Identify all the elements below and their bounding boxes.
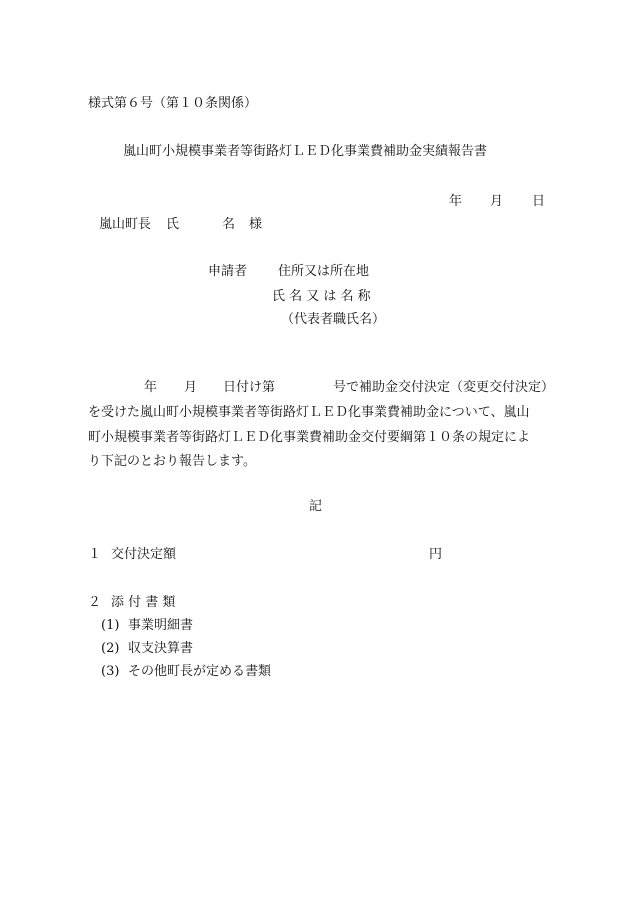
date-year: 年: [449, 194, 463, 209]
subitem-text: 収支決算書: [128, 641, 194, 656]
addressee-honorific: 様: [249, 217, 263, 232]
document-title: 嵐山町小規模事業者等街路灯ＬＥＤ化事業費補助金実績報告書: [123, 144, 488, 159]
body-year: 年: [144, 380, 158, 395]
applicant-representative-label: （代表者職氏名）: [281, 312, 386, 327]
item2-number: ２: [88, 595, 102, 610]
subitem-mark: (1): [101, 618, 120, 633]
subitem-mark: (3): [101, 664, 120, 679]
form-label: 様式第６号（第１０条関係）: [88, 96, 258, 111]
body-line-4: り下記のとおり報告します。: [88, 454, 256, 469]
subitem-text: その他町長が定める書類: [128, 664, 272, 679]
body-line-2: を受けた嵐山町小規模事業者等街路灯ＬＥＤ化事業費補助金について、嵐山: [88, 405, 530, 420]
date-day: 日: [532, 194, 546, 209]
item2-label: 添 付 書 類: [111, 595, 176, 610]
item1-unit: 円: [429, 547, 443, 562]
addressee-shi: 氏: [166, 217, 180, 232]
body-month: 月: [184, 380, 198, 395]
addressee-mei: 名: [222, 217, 236, 232]
applicant-address-label: 住所又は所在地: [278, 264, 370, 279]
applicant-name-label: 氏 名 又 は 名 称: [272, 289, 371, 304]
item1-number: １: [88, 547, 102, 562]
body-date-no: 日付け第: [223, 380, 276, 395]
body-line-3: 町小規模事業者等街路灯ＬＥＤ化事業費補助金交付要綱第１０条の規定によ: [88, 430, 531, 445]
ki-heading: 記: [309, 499, 323, 514]
item1-label: 交付決定額: [111, 547, 177, 562]
subitem-text: 事業明細書: [128, 618, 194, 633]
applicant-label: 申請者: [208, 264, 248, 279]
date-month: 月: [490, 194, 504, 209]
addressee-office: 嵐山町長: [99, 217, 152, 232]
subitem-mark: (2): [101, 641, 120, 656]
body-decision-text: 号で補助金交付決定（変更交付決定）: [333, 380, 555, 395]
